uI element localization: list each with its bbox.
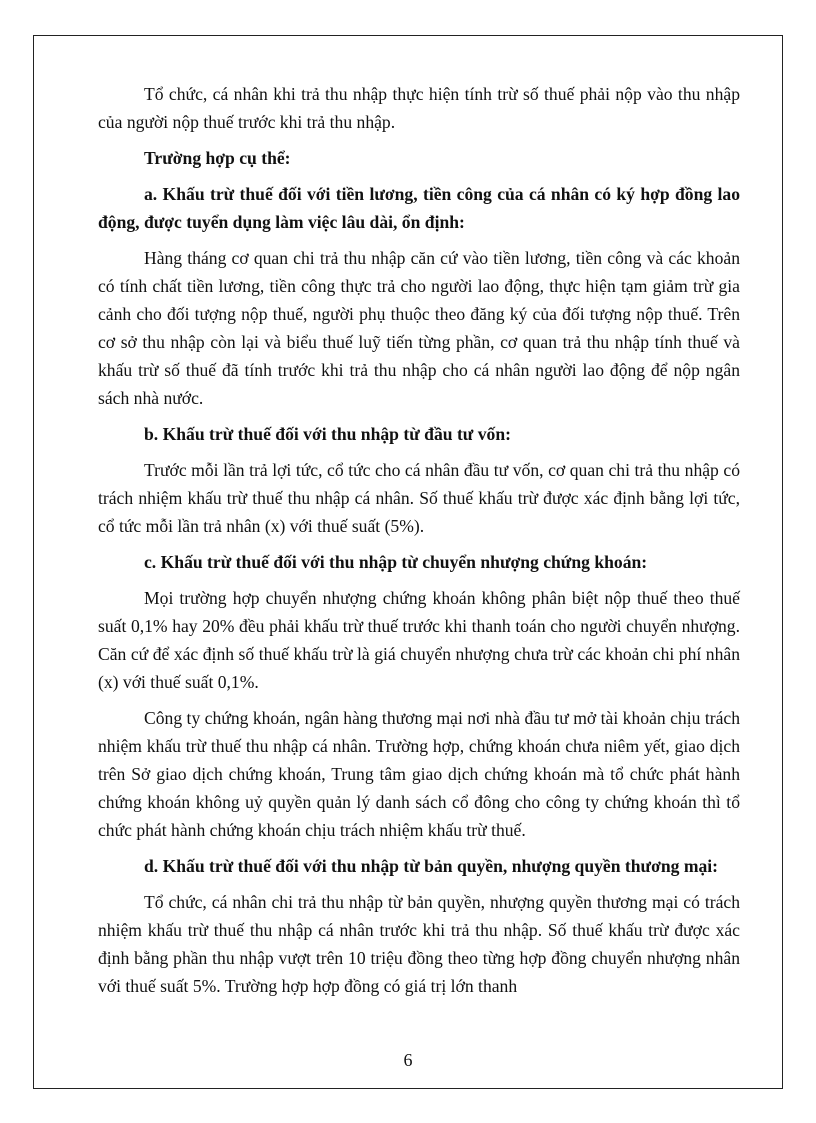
intro-paragraph: Tổ chức, cá nhân khi trả thu nhập thực hiện tính trừ số thuế phải nộp vào thu nhập của người nộp thuế trước khi trả thu nhập. [98,84,740,132]
section-c-paragraph-2: Công ty chứng khoán, ngân hàng thương mại nơi nhà đầu tư mở tài khoản chịu trách nhiệm khấu trừ thuế thu nhập cá nhân. Trường hợp, chứng khoán chưa niêm yết, giao dịch trên Sở giao dịch chứng khoán, Trung tâm giao dịch chứng khoán mà tổ chức phát hành chứng khoán không uỷ quyền quản lý danh sách cổ đông cho công ty chứng khoán thì tổ chức phát hành chứng khoán chịu trách nhiệm khấu trừ thuế. [98,708,740,840]
page-number: 6 [403,1050,413,1070]
section-d-heading: d. Khấu trừ thuế đối với thu nhập từ bản quyền, nhượng quyền thương mại: [144,856,719,876]
document-body [98,72,740,1000]
section-c-paragraph-1: Mọi trường hợp chuyển nhượng chứng khoán không phân biệt nộp thuế theo thuế suất 0,1% hay 20% đều phải khấu trừ thuế trước khi thanh toán cho người chuyển nhượng. Căn cứ để xác định số thuế khấu trừ là giá chuyển nhượng chưa trừ các khoản chi phí nhân (x) với thuế suất 0,1%. [98,588,740,692]
section-b-heading: b. Khấu trừ thuế đối với thu nhập từ đầu tư vốn: [144,424,511,444]
section-b-paragraph: Trước mỗi lần trả lợi tức, cổ tức cho cá nhân đầu tư vốn, cơ quan chi trả thu nhập có trách nhiệm khấu trừ thuế thu nhập cá nhân. Số thuế khấu trừ được xác định bằng lợi tức, cổ tức mỗi lần trả nhân (x) với thuế suất (5%). [98,460,740,536]
section-a-paragraph: Hàng tháng cơ quan chi trả thu nhập căn cứ vào tiền lương, tiền công và các khoản có tính chất tiền lương, tiền công thực trả cho người lao động, thực hiện tạm giảm trừ gia cảnh cho đối tượng nộp thuế, người phụ thuộc theo đăng ký của đối tượng nộp thuế. Trên cơ sở thu nhập còn lại và biểu thuế luỹ tiến từng phần, cơ quan trả thu nhập tính thuế và khấu trừ số thuế đã tính trước khi trả thu nhập cho cá nhân người lao động để nộp ngân sách nhà nước. [98,248,740,408]
section-d-paragraph: Tổ chức, cá nhân chi trả thu nhập từ bản quyền, nhượng quyền thương mại có trách nhiệm khấu trừ thuế thu nhập cá nhân trước khi trả thu nhập. Số thuế khấu trừ được xác định bằng phần thu nhập vượt trên 10 triệu đồng theo từng hợp đồng chuyển nhượng nhân với thuế suất 5%. Trường hợp hợp đồng có giá trị lớn thanh [98,892,740,996]
section-a-heading: a. Khấu trừ thuế đối với tiền lương, tiền công của cá nhân có ký hợp đồng lao động, được tuyển dụng làm việc lâu dài, ổn định: [98,184,740,232]
specific-cases-heading: Trường hợp cụ thể: [144,148,291,168]
section-c-heading: c. Khấu trừ thuế đối với thu nhập từ chuyển nhượng chứng khoán: [144,552,648,572]
